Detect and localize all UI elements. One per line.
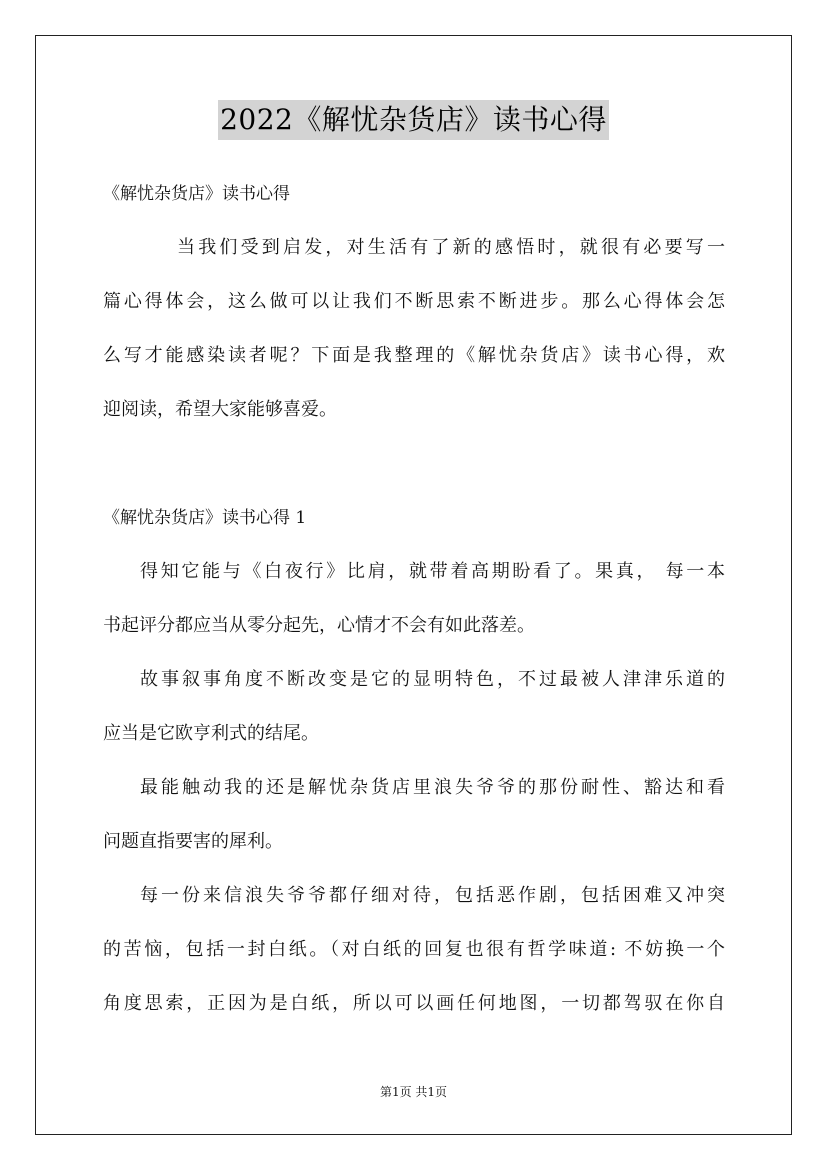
intro-line: 当我们受到启发，对生活有了新的感悟时，就很有必要写一 [177,237,725,258]
paragraph-line: 角度思索，正因为是白纸，所以可以画任何地图，一切都驾驭在你自 [103,993,725,1014]
title-container [0,100,827,140]
paragraph-3 [103,770,725,860]
intro-line: 篇心得体会，这么做可以让我们不断思索不断进步。那么心得体会怎 [103,291,725,312]
subtitle: 《解忧杂货店》读书心得 [103,184,290,204]
paragraph-line: 问题直指要害的犀利。 [103,831,283,852]
intro-paragraph [103,230,725,428]
page-footer: 第1页 共1页 [379,1085,448,1099]
intro-line: 么写才能感染读者呢？下面是我整理的《解忧杂货店》读书心得，欢 [103,345,725,366]
document-body [103,176,725,1022]
paragraph-line: 故事叙事角度不断改变是它的显明特色，不过最被人津津乐道的 [140,669,725,690]
paragraph-4 [103,878,725,1022]
paragraph-line: 书起评分都应当从零分起先，心情才不会有如此落差。 [103,615,535,636]
paragraph-line: 每一份来信浪失爷爷都仔细对待，包括恶作剧，包括困难又冲突 [140,885,725,906]
paragraph-line: 最能触动我的还是解忧杂货店里浪失爷爷的那份耐性、豁达和看 [140,777,725,798]
intro-line: 迎阅读，希望大家能够喜爱。 [103,399,337,420]
paragraph-line: 应当是它欧亨利式的结尾。 [103,723,319,744]
paragraph-line: 得知它能与《白夜行》比肩，就带着高期盼看了。果真， 每一本 [140,561,725,582]
document-title: 2022《解忧杂货店》读书心得 [218,100,609,140]
paragraph-line: 的苦恼，包括一封白纸。（对白纸的回复也很有哲学味道: 不妨换一个 [103,939,725,960]
section-heading: 《解忧杂货店》读书心得 1 [103,508,307,528]
paragraph-1 [103,554,725,644]
paragraph-2 [103,662,725,752]
